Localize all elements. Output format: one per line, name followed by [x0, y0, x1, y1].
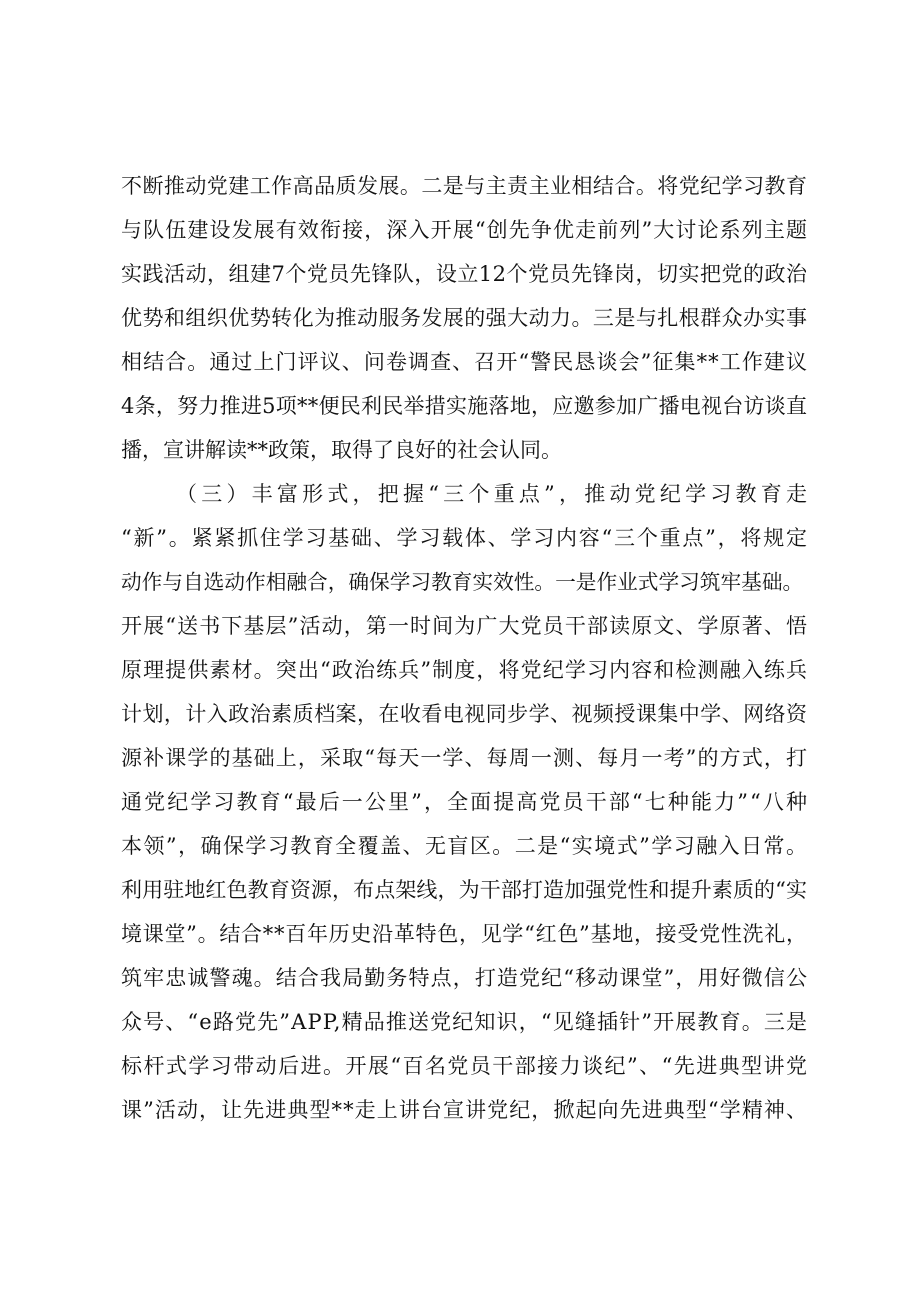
- section-3-first-line: [121, 516, 807, 560]
- section-3-line-8: 利用驻地红色教育资源，布点架线，为干部打造加强党性和提升素质的“实: [121, 878, 808, 902]
- paragraph-1-line-4: 优势和组织优势转化为推动服务发展的强大动力。三是与扎根群众办实事: [121, 306, 808, 330]
- paragraph-1-line-6: 4条，努力推进5项**便民利民举措实施落地，应邀参加广播电视台访谈直: [121, 394, 808, 418]
- paragraph-1-line-1: 不断推动党建工作高品质发展。二是与主责主业相结合。将党纪学习教育: [121, 174, 808, 198]
- paragraph-1-line-5: 相结合。通过上门评议、问卷调查、召开“警民恳谈会”征集**工作建议: [121, 350, 809, 374]
- section-3-heading-continuation: “新”。: [121, 526, 192, 550]
- section-3-line-9: 境课堂”。结合**百年历史沿革特色，见学“红色”基地，接受党性洗礼，: [121, 922, 808, 946]
- section-3-line-3: 原理提供素材。突出“政治练兵”制度，将党纪学习内容和检测融入练兵: [121, 658, 809, 682]
- section-3-line-2: 开展“送书下基层”活动，第一时间为广大党员干部读原文、学原著、悟: [121, 614, 809, 638]
- section-3-heading: （三）丰富形式，把握“三个重点”，推动党纪学习教育走: [176, 482, 812, 506]
- paragraph-1-line-7: 播，宣讲解读**政策，取得了良好的社会认同。: [121, 438, 562, 462]
- section-3-line-7: 本领”，确保学习教育全覆盖、无盲区。二是“实境式”学习融入日常。: [121, 834, 809, 858]
- section-3-line-4: 计划，计入政治素质档案，在收看电视同步学、视频授课集中学、网络资: [121, 702, 808, 726]
- paragraph-1-line-3: 实践活动，组建7个党员先锋队，设立12个党员先锋岗，切实把党的政治: [121, 262, 808, 286]
- paragraph-1-line-2: 与队伍建设发展有效衔接，深入开展“创先争优走前列”大讨论系列主题: [121, 218, 809, 242]
- section-3-line-13: 课”活动，让先进典型**走上讲台宣讲党纪，掀起向先进典型“学精神、: [121, 1098, 809, 1122]
- section-3-first-line-text: 紧紧抓住学习基础、学习载体、学习内容“三个重点”，将规定: [191, 526, 809, 550]
- section-3-line-11: 众号、“e路党先”APP,精品推送党纪知识，“见缝插针”开展教育。三是: [121, 1010, 809, 1034]
- section-3-line-5: 源补课学的基础上，采取“每天一学、每周一测、每月一考”的方式，打: [121, 746, 809, 770]
- section-3-line-6: 通党纪学习教育“最后一公里”，全面提高党员干部“七种能力”“八种: [121, 790, 810, 814]
- section-3-line-12: 标杆式学习带动后进。开展“百名党员干部接力谈纪”、“先进典型讲党: [121, 1054, 809, 1078]
- section-3-line-10: 筑牢忠诚警魂。结合我局勤务特点，打造党纪“移动课堂”，用好微信公: [121, 966, 809, 990]
- section-3-line-1: 动作与自选动作相融合，确保学习教育实效性。一是作业式学习筑牢基础。: [121, 570, 804, 594]
